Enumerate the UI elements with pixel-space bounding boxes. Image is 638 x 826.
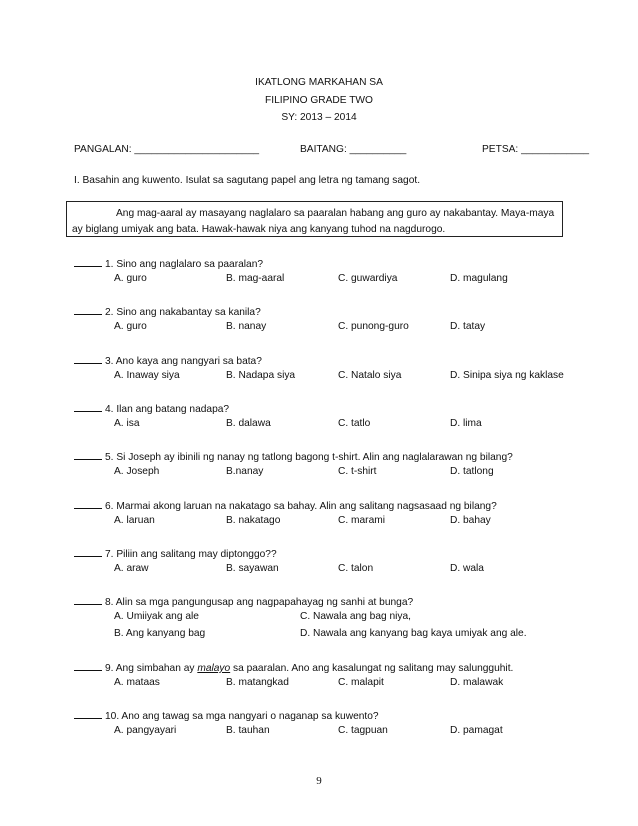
answer-blank[interactable]: [74, 401, 102, 412]
question-stem: [74, 449, 513, 463]
question-7: [74, 546, 574, 580]
question-text: 1. Sino ang naglalaro sa paaralan?: [105, 259, 264, 270]
header-line-3: SY: 2013 – 2014: [281, 112, 357, 123]
header-line-1: IKATLONG MARKAHAN SA: [255, 77, 383, 88]
story-box: [66, 201, 563, 237]
page-number: 9: [316, 775, 322, 787]
option-d: D. tatlong: [450, 466, 494, 477]
question-stem: [74, 660, 513, 674]
option-d: D. wala: [450, 563, 484, 574]
grade-field[interactable]: BAITANG: __________: [300, 144, 407, 155]
question-text: 4. Ilan ang batang nadapa?: [105, 404, 230, 415]
question-1: [74, 256, 574, 290]
question-3: [74, 353, 574, 387]
option-b: B. dalawa: [226, 418, 271, 429]
option-b: B.nanay: [226, 466, 264, 477]
option-c: C. Nawala ang bag niya,: [300, 611, 411, 622]
option-d: D. Nawala ang kanyang bag kaya umiyak ang ale.: [300, 628, 527, 639]
option-b: B. matangkad: [226, 677, 289, 688]
option-c: C. guwardiya: [338, 273, 398, 284]
option-b: B. sayawan: [226, 563, 279, 574]
option-a: A. guro: [114, 273, 147, 284]
question-stem: [74, 256, 263, 270]
question-6: [74, 498, 574, 532]
header-line-2: FILIPINO GRADE TWO: [265, 95, 373, 106]
question-4: [74, 401, 574, 435]
question-text: 5. Si Joseph ay ibinili ng nanay ng tatlong bagong t-shirt. Alin ang naglalarawan ng bilang?: [105, 452, 513, 463]
option-a: A. guro: [114, 321, 147, 332]
option-c: C. malapit: [338, 677, 384, 688]
option-d: D. pamagat: [450, 725, 503, 736]
option-c: C. tagpuan: [338, 725, 388, 736]
option-c: C. Natalo siya: [338, 370, 402, 381]
option-b: B. nakatago: [226, 515, 281, 526]
option-d: D. lima: [450, 418, 482, 429]
question-10: [74, 708, 574, 742]
option-c: C. marami: [338, 515, 385, 526]
question-text: 10. Ano ang tawag sa mga nangyari o naganap sa kuwento?: [105, 711, 379, 722]
question-text: 3. Ano kaya ang nangyari sa bata?: [105, 356, 262, 367]
option-c: C. t-shirt: [338, 466, 377, 477]
option-c: C. punong-guro: [338, 321, 409, 332]
answer-blank[interactable]: [74, 708, 102, 719]
option-b: B. tauhan: [226, 725, 270, 736]
question-stem: [74, 304, 261, 318]
date-field[interactable]: PETSA: ____________: [482, 144, 590, 155]
option-a: A. Inaway siya: [114, 370, 180, 381]
answer-blank[interactable]: [74, 594, 102, 605]
story-text: Ang mag-aaral ay masayang naglalaro sa paaralan habang ang guro ay nakabantay. Maya-maya ay biglang umiyak ang bata. Hawak-hawak niya ang kanyang tuhod na nagdurogo.: [72, 208, 555, 235]
option-a: A. isa: [114, 418, 140, 429]
option-a: A. laruan: [114, 515, 155, 526]
answer-blank[interactable]: [74, 256, 102, 267]
option-c: C. talon: [338, 563, 374, 574]
option-a: A. araw: [114, 563, 149, 574]
question-8: [74, 594, 574, 642]
option-d: D. Sinipa siya ng kaklase: [450, 370, 564, 381]
question-stem: [74, 708, 379, 722]
answer-blank[interactable]: [74, 304, 102, 315]
question-text: 6. Marmai akong laruan na nakatago sa bahay. Alin ang salitang nagsasaad ng bilang?: [105, 501, 497, 512]
option-b: B. mag-aaral: [226, 273, 285, 284]
question-stem: [74, 401, 229, 415]
answer-blank[interactable]: [74, 353, 102, 364]
question-text: 9. Ang simbahan ay: [105, 663, 198, 674]
question-stem: [74, 353, 262, 367]
question-text: 8. Alin sa mga pangungusap ang nagpapahayag ng sanhi at bunga?: [105, 597, 414, 608]
option-d: D. magulang: [450, 273, 508, 284]
answer-blank[interactable]: [74, 546, 102, 557]
option-c: C. tatlo: [338, 418, 371, 429]
option-b: B. Nadapa siya: [226, 370, 296, 381]
option-a: A. Joseph: [114, 466, 160, 477]
question-9: [74, 660, 574, 694]
question-2: [74, 304, 574, 338]
question-text: 2. Sino ang nakabantay sa kanila?: [105, 307, 261, 318]
question-text-rest: sa paaralan. Ano ang kasalungat ng salitang may salungguhit.: [230, 663, 514, 674]
option-b: B. Ang kanyang bag: [114, 628, 206, 639]
option-d: D. tatay: [450, 321, 486, 332]
underlined-word: malayo: [197, 663, 231, 674]
question-stem: [74, 594, 413, 608]
option-a: A. mataas: [114, 677, 160, 688]
option-a: A. pangyayari: [114, 725, 177, 736]
option-a: A. Umiiyak ang ale: [114, 611, 199, 622]
question-5: [74, 449, 574, 483]
option-d: D. malawak: [450, 677, 504, 688]
answer-blank[interactable]: [74, 449, 102, 460]
question-stem: [74, 498, 497, 512]
student-info-line: [74, 144, 590, 158]
question-stem: [74, 546, 277, 560]
answer-blank[interactable]: [74, 498, 102, 509]
option-b: B. nanay: [226, 321, 267, 332]
answer-blank[interactable]: [74, 660, 102, 671]
option-d: D. bahay: [450, 515, 491, 526]
name-field[interactable]: PANGALAN: ______________________: [74, 144, 260, 155]
instructions: I. Basahin ang kuwento. Isulat sa sagutang papel ang letra ng tamang sagot.: [74, 175, 421, 186]
question-text: 7. Piliin ang salitang may diptonggo??: [105, 549, 277, 560]
